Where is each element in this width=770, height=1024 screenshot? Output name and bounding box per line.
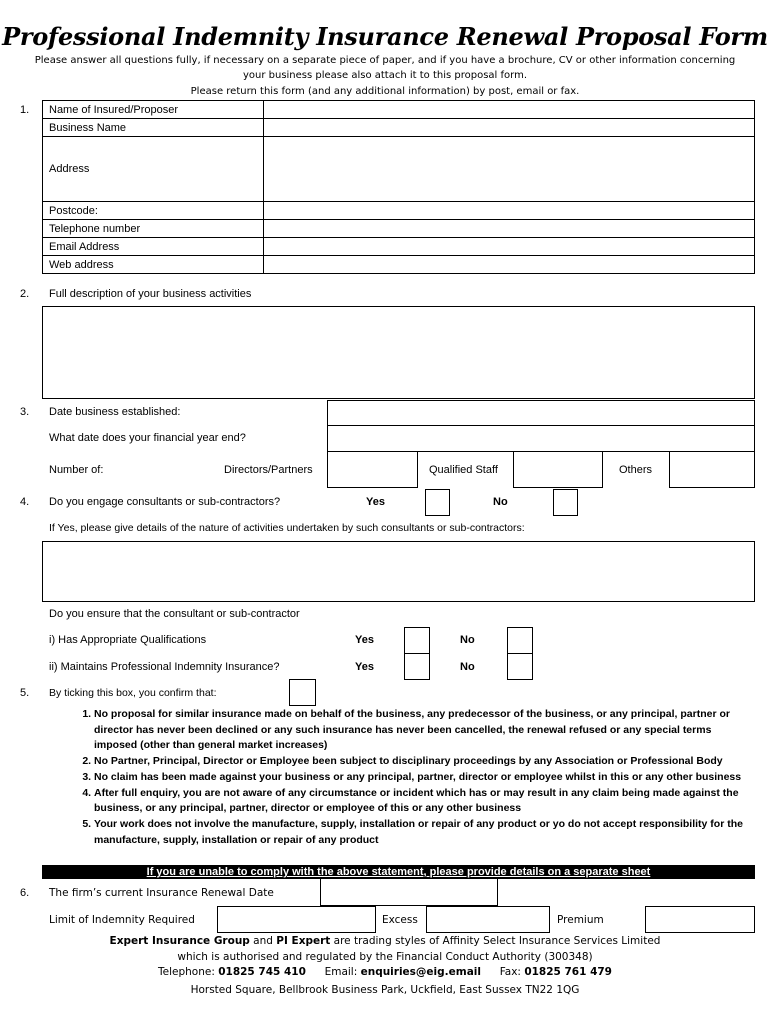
postcode-label: Postcode: (43, 202, 264, 220)
name-field[interactable] (264, 101, 755, 119)
business-activities-label: Full description of your business activities (49, 288, 252, 300)
table-row (43, 101, 755, 119)
email-field[interactable] (264, 238, 755, 256)
confirm-checkbox[interactable] (289, 679, 316, 706)
email-address[interactable]: enquiries@eig.email (360, 966, 482, 978)
others-label: Others (619, 464, 653, 476)
directors-field[interactable] (327, 451, 418, 488)
name-label: Name of Insured/Proposer (43, 101, 264, 119)
pi-insurance-no-checkbox[interactable] (507, 653, 533, 680)
footer-line-1 (0, 935, 770, 947)
directors-label: Directors/Partners (224, 464, 313, 476)
list-item: 1. No proposal for similar insurance made on behalf of the business, any predecessor of the business, or any principal, partner or director has never been declined or any such insurance has never been cancelled, the renewal refused or any special terms imposed (other than general market increases) (94, 707, 754, 754)
excess-field[interactable] (426, 906, 550, 933)
section-3-number: 3. (20, 406, 30, 418)
renewal-date-field[interactable] (320, 879, 498, 906)
business-name-label: Business Name (43, 119, 264, 137)
telephone-label: Telephone: (158, 966, 219, 978)
consultants-yes-checkbox[interactable] (425, 489, 450, 516)
form-title: Professional Indemnity Insurance Renewal Proposal Form (2, 22, 768, 51)
telephone-label: Telephone number (43, 220, 264, 238)
list-item: 5. Your work does not involve the manufacture, supply, installation or repair of any product or yo do not accept responsibility for the manufacture, supply, installation or repair of any product (94, 817, 754, 848)
pi-insurance-no-label: No (460, 661, 475, 673)
ensure-label: Do you ensure that the consultant or sub-contractor (49, 608, 300, 620)
address-field[interactable] (264, 137, 755, 202)
consultants-no-checkbox[interactable] (553, 489, 578, 516)
renewal-date-label: The firm’s current Insurance Renewal Date (49, 887, 274, 899)
address-label: Address (43, 137, 264, 202)
number-of-label: Number of: (49, 464, 104, 476)
qualifications-no-checkbox[interactable] (507, 627, 533, 654)
consultants-no-label: No (493, 496, 508, 508)
business-activities-field[interactable] (42, 306, 755, 399)
section-1-table (42, 100, 755, 274)
email-label: Email: (324, 966, 361, 978)
intro-line-2: your business please also attach it to this proposal form. (242, 70, 528, 81)
table-row (43, 137, 755, 202)
confirm-prompt: By ticking this box, you confirm that: (49, 687, 217, 699)
separate-sheet-banner: If you are unable to comply with the above statement, please provide details on a separate sheet (42, 865, 755, 879)
consultants-question: Do you engage consultants or sub-contractors? (49, 496, 281, 508)
pi-insurance-yes-label: Yes (355, 661, 374, 673)
section-6-number: 6. (20, 887, 30, 899)
section-2-number: 2. (20, 288, 30, 300)
fax-number: 01825 761 479 (524, 966, 612, 978)
footer-trading-styles: are trading styles of Affinity Select Insurance Services Limited (330, 935, 661, 947)
footer-line-2: which is authorised and regulated by the Financial Conduct Authority (300348) (177, 951, 593, 963)
list-item: 2. No Partner, Principal, Director or Employee been subject to disciplinary proceedings by any Association or Professional Body (94, 754, 754, 770)
declaration-list (70, 707, 754, 848)
excess-label: Excess (382, 914, 418, 926)
qualifications-no-label: No (460, 634, 475, 646)
financial-year-end-label: What date does your financial year end? (49, 432, 246, 444)
section-5-number: 5. (20, 687, 30, 699)
footer-contact (0, 966, 770, 978)
footer-and: and (249, 935, 277, 947)
financial-year-end-field[interactable] (327, 425, 755, 452)
qualified-staff-label: Qualified Staff (429, 464, 498, 476)
footer-address: Horsted Square, Bellbrook Business Park, Uckfield, East Sussex TN22 1QG (190, 984, 580, 996)
fax-label: Fax: (499, 966, 525, 978)
limit-label: Limit of Indemnity Required (49, 914, 195, 926)
list-item: 4. After full enquiry, you are not aware of any circumstance or incident which has or may result in any claim being made against the business, or any principal, partner, director or employee of this or any other business (94, 786, 754, 817)
web-address-field[interactable] (264, 256, 755, 274)
pi-insurance-yes-checkbox[interactable] (404, 653, 430, 680)
section-4-number: 4. (20, 496, 30, 508)
table-row (43, 119, 755, 137)
consultants-details-field[interactable] (42, 541, 755, 602)
list-item: 3. No claim has been made against your business or any principal, partner, director or employee whilst in this or any other business (94, 770, 754, 786)
qualifications-yes-label: Yes (355, 634, 374, 646)
section-1-number: 1. (20, 104, 30, 116)
telephone-field[interactable] (264, 220, 755, 238)
table-row (43, 238, 755, 256)
premium-label: Premium (557, 914, 604, 926)
web-address-label: Web address (43, 256, 264, 274)
others-field[interactable] (669, 451, 755, 488)
premium-field[interactable] (645, 906, 755, 933)
table-row (43, 220, 755, 238)
business-name-field[interactable] (264, 119, 755, 137)
email-label: Email Address (43, 238, 264, 256)
pi-insurance-question: ii) Maintains Professional Indemnity Insurance? (49, 661, 280, 673)
qualifications-question: i) Has Appropriate Qualifications (49, 634, 207, 646)
limit-field[interactable] (217, 906, 376, 933)
telephone-number: 01825 745 410 (218, 966, 306, 978)
consultants-details-prompt: If Yes, please give details of the nature of activities undertaken by such consultants or sub-contractors: (49, 522, 525, 534)
qualified-staff-field[interactable] (513, 451, 603, 488)
brand-pi-expert: PI Expert (276, 935, 331, 947)
date-established-label: Date business established: (49, 406, 181, 418)
intro-line-1: Please answer all questions fully, if necessary on a separate piece of paper, and if you have a brochure, CV or other information concerning (34, 55, 736, 66)
intro-line-3: Please return this form (and any additional information) by post, email or fax. (190, 86, 580, 97)
qualifications-yes-checkbox[interactable] (404, 627, 430, 654)
consultants-yes-label: Yes (366, 496, 385, 508)
postcode-field[interactable] (264, 202, 755, 220)
table-row (43, 202, 755, 220)
date-established-field[interactable] (327, 400, 755, 426)
brand-expert-insurance-group: Expert Insurance Group (109, 935, 250, 947)
table-row (43, 256, 755, 274)
